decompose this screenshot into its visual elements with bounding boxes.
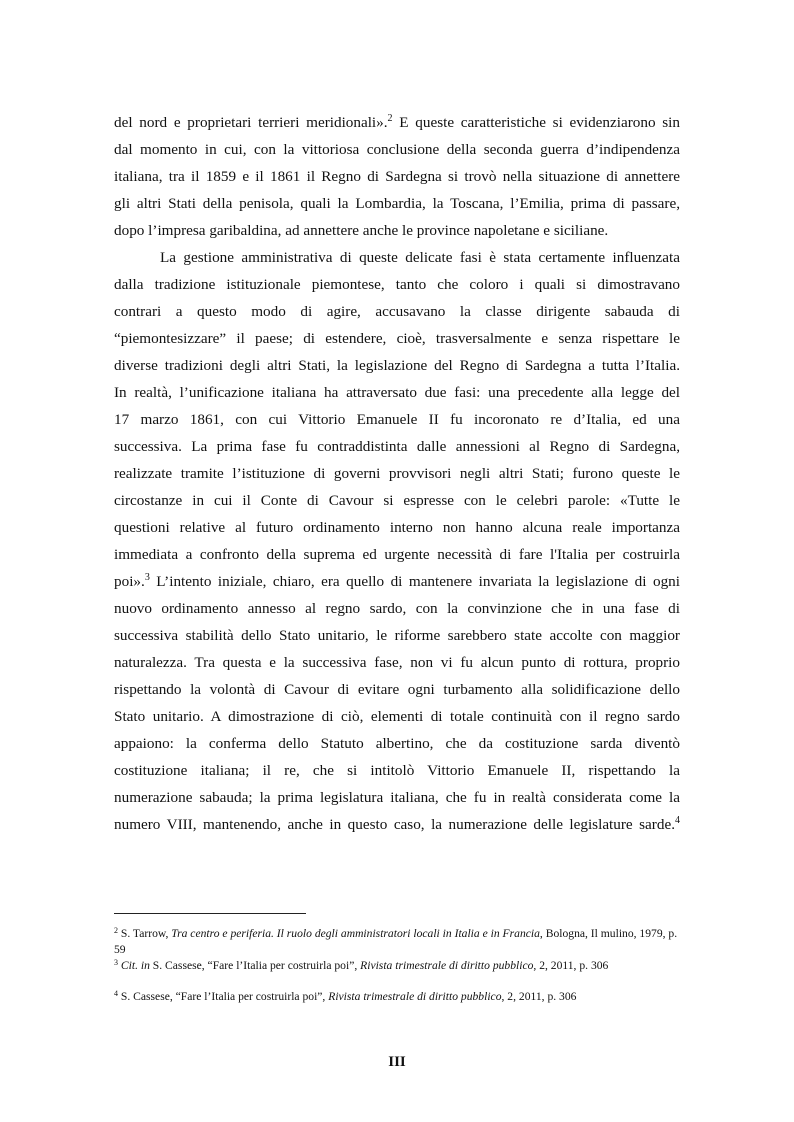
footnote-ref: 3 [144,572,150,583]
body-line: rispettando la volontà di Cavour di evitare ogni turbamento alla solidificazione dello [114,681,680,698]
body-line: diverse tradizioni degli altri Stati, la legislazione del Regno di Sardegna a tutta l’Italia. [114,357,680,374]
body-line: italiana, tra il 1859 e il 1861 il Regno di Sardegna si trovò nella situazione di annettere [114,168,680,185]
body-line: successiva. La prima fase fu contraddistinta dalle annessioni al Regno di Sardegna, [114,438,680,455]
footnote-number: 3 [114,958,118,967]
body-line: del nord e proprietari terrieri meridionali».$^2$ E queste caratteristiche si evidenziarono sin [114,113,680,131]
body-line: costituzione italiana; il re, che si intitolò Vittorio Emanuele II, rispettando la [114,762,680,779]
body-line: nuovo ordinamento annesso al regno sardo, con la convinzione che in una fase di [114,600,680,617]
footnote: $^4$ S. Cassese, “Fare l’Italia per costruirla poi”, Rivista trimestrale di diritto pubblico, 2, 2011, p. 306 [114,989,577,1003]
body-line: immediata a confronto della suprema ed urgente necessità di fare l'Italia per costruirla [114,546,680,563]
body-line: appaiono: la conferma dello Statuto albertino, che da costituzione sarda diventò [114,735,680,752]
body-line: contrari a questo modo di agire, accusavano la classe dirigente sabauda di [114,303,680,320]
footnote-number: 2 [114,926,118,935]
footnote-ref: 4 [675,815,680,826]
body-line: naturalezza. Tra questa e la successiva fase, non vi fu alcun punto di rottura, proprio [114,654,680,671]
body-line: gli altri Stati della penisola, quali la Lombardia, la Toscana, l’Emilia, prima di passare, [114,195,680,212]
body-line: poi».$^3$ L’intento iniziale, chiaro, era quello di mantenere invariata la legislazione di ogni [114,572,680,590]
footnote-number: 4 [114,989,118,998]
body-line: numero VIII, mantenendo, anche in questo caso, la numerazione delle legislature sarde.$^4$ [114,815,680,833]
body-line: dopo l’impresa garibaldina, ad annettere anche le province napoletane e siciliane. [114,222,609,239]
footnote-ref: 2 [387,113,393,124]
body-line: In realtà, l’unificazione italiana ha attraversato due fasi: una precedente alla legge del [114,384,680,401]
body-line: circostanze in cui il Conte di Cavour si espresse con le celebri parole: «Tutte le [114,492,680,509]
footnote: $^2$ S. Tarrow, Tra centro e periferia. Il ruolo degli amministratori locali in Italia e in Francia, Bologna, Il mulino, 1979, p. 59 [114,926,678,956]
body-line: Stato unitario. A dimostrazione di ciò, elementi di totale continuità con il regno sardo [114,708,680,725]
body-line: questioni relative al futuro ordinamento interno non hanno alcuna reale importanza [114,519,680,536]
page-number: III [388,1054,406,1070]
body-line: numerazione sabauda; la prima legislatura italiana, che fu in realtà considerata come la [114,789,680,806]
body-line: “piemontesizzare” il paese; di estendere, cioè, trasversalmente e senza rispettare le [114,330,680,347]
body-line: dalla tradizione istituzionale piemontese, tanto che coloro i quali si dimostravano [114,276,680,293]
body-line: La gestione amministrativa di queste delicate fasi è stata certamente influenzata [160,249,680,266]
footnote: $^3$ Cit. in S. Cassese, “Fare l’Italia per costruirla poi”, Rivista trimestrale di diritto pubblico, 2, 2011, p. 306 [114,958,609,972]
body-line: 17 marzo 1861, con cui Vittorio Emanuele II fu incoronato re d’Italia, ed una [114,411,680,428]
footnote-separator [114,913,306,914]
body-line: dal momento in cui, con la vittoriosa conclusione della seconda guerra d’indipendenza [114,141,680,158]
body-line: successiva stabilità dello Stato unitario, le riforme sarebbero state accolte con maggior [114,627,680,644]
body-line: realizzate tramite l’istituzione di governi provvisori negli altri Stati; furono queste le [114,465,680,482]
